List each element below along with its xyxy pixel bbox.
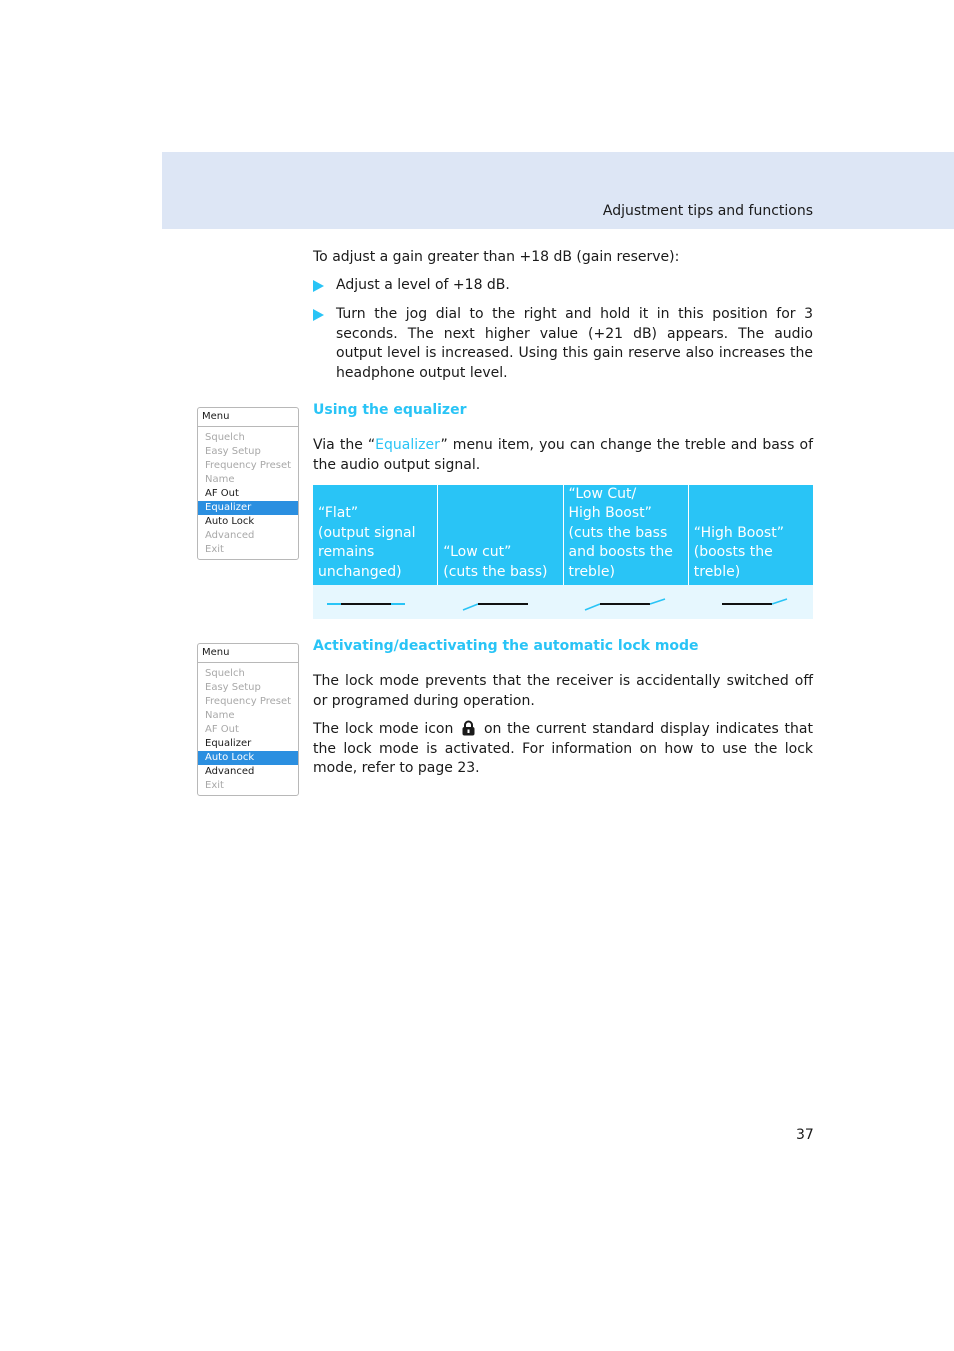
equalizer-table-header — [313, 485, 813, 585]
menu-list — [198, 663, 298, 795]
menu-list — [198, 427, 298, 559]
equalizer-heading: Using the equalizer — [313, 402, 467, 418]
menu-item-frequency-preset[interactable]: Frequency Preset — [205, 696, 292, 707]
menu-item-exit[interactable]: Exit — [205, 780, 224, 791]
eq-cell-high-boost — [688, 485, 813, 585]
arrow-right-icon — [313, 309, 324, 321]
bullet-item — [313, 276, 813, 296]
curve-low-cut-high-boost-icon — [585, 599, 665, 610]
menu-item-name[interactable]: Name — [205, 710, 235, 721]
lock-icon — [461, 720, 476, 736]
menu-title: Menu — [198, 644, 298, 663]
curve-low-cut-icon — [463, 604, 528, 610]
menu-item-exit[interactable]: Exit — [205, 544, 224, 555]
text-part: on the current standard display indicates that the lock mode is activated. For information on how to use the lock mode, refer to page 23. — [313, 721, 813, 776]
menu-item-equalizer[interactable]: Equalizer — [198, 501, 298, 515]
menu-item-af-out[interactable]: AF Out — [205, 488, 239, 499]
menu-item-auto-lock[interactable]: Auto Lock — [198, 751, 298, 765]
menu-title: Menu — [198, 408, 298, 427]
eq-cell-low-cut — [437, 485, 562, 585]
eq-label: “Flat” (output signal remains unchanged) — [318, 505, 416, 580]
header-band — [162, 152, 954, 229]
menu-panel-equalizer — [197, 407, 299, 560]
eq-label: “High Boost” (boosts the treble) — [693, 524, 784, 580]
menu-item-squelch[interactable]: Squelch — [205, 668, 245, 679]
page-number: 37 — [796, 1127, 814, 1143]
menu-item-auto-lock[interactable]: Auto Lock — [205, 516, 255, 527]
equalizer-table — [313, 485, 813, 619]
lock-text-2 — [313, 720, 813, 779]
eq-cell-flat — [313, 485, 437, 585]
equalizer-text — [313, 436, 813, 475]
menu-item-equalizer[interactable]: Equalizer — [205, 738, 252, 749]
menu-item-af-out[interactable]: AF Out — [205, 724, 239, 735]
text-part: Via the “ — [313, 437, 376, 453]
lock-heading: Activating/deactivating the automatic lock mode — [313, 638, 699, 654]
eq-label: “Low cut” (cuts the bass) — [443, 544, 548, 580]
text-part: The lock mode icon — [313, 721, 454, 737]
menu-item-advanced[interactable]: Advanced — [205, 766, 255, 777]
text-part: ” menu item, you can change the treble and bass of the audio output signal. — [313, 437, 813, 473]
menu-item-advanced[interactable]: Advanced — [205, 530, 255, 541]
menu-item-frequency-preset[interactable]: Frequency Preset — [205, 460, 292, 471]
menu-item-easy-setup[interactable]: Easy Setup — [205, 446, 261, 457]
equalizer-link[interactable]: Equalizer — [375, 437, 441, 453]
menu-item-name[interactable]: Name — [205, 474, 235, 485]
menu-panel-auto-lock — [197, 643, 299, 796]
curve-high-boost-icon — [722, 599, 787, 604]
menu-item-easy-setup[interactable]: Easy Setup — [205, 682, 261, 693]
arrow-right-icon — [313, 280, 324, 292]
bullet-text: Adjust a level of +18 dB. — [336, 277, 510, 293]
menu-item-squelch[interactable]: Squelch — [205, 432, 245, 443]
lock-text-1: The lock mode prevents that the receiver is accidentally switched off or programed during operation. — [313, 673, 813, 709]
intro-text: To adjust a gain greater than +18 dB (gain reserve): — [313, 249, 680, 265]
equalizer-curves — [313, 585, 813, 619]
eq-cell-low-cut-high-boost — [563, 485, 688, 585]
eq-label: “Low Cut/ High Boost” (cuts the bass and boosts the treble) — [568, 485, 673, 580]
bullet-text: Turn the jog dial to the right and hold it in this position for 3 seconds. The next higher value (+21 dB) appears. The audio output level is increased. Using this gain reserve also increases the headphone output level. — [336, 306, 813, 381]
section-title: Adjustment tips and functions — [602, 203, 813, 219]
bullet-item — [313, 305, 813, 383]
